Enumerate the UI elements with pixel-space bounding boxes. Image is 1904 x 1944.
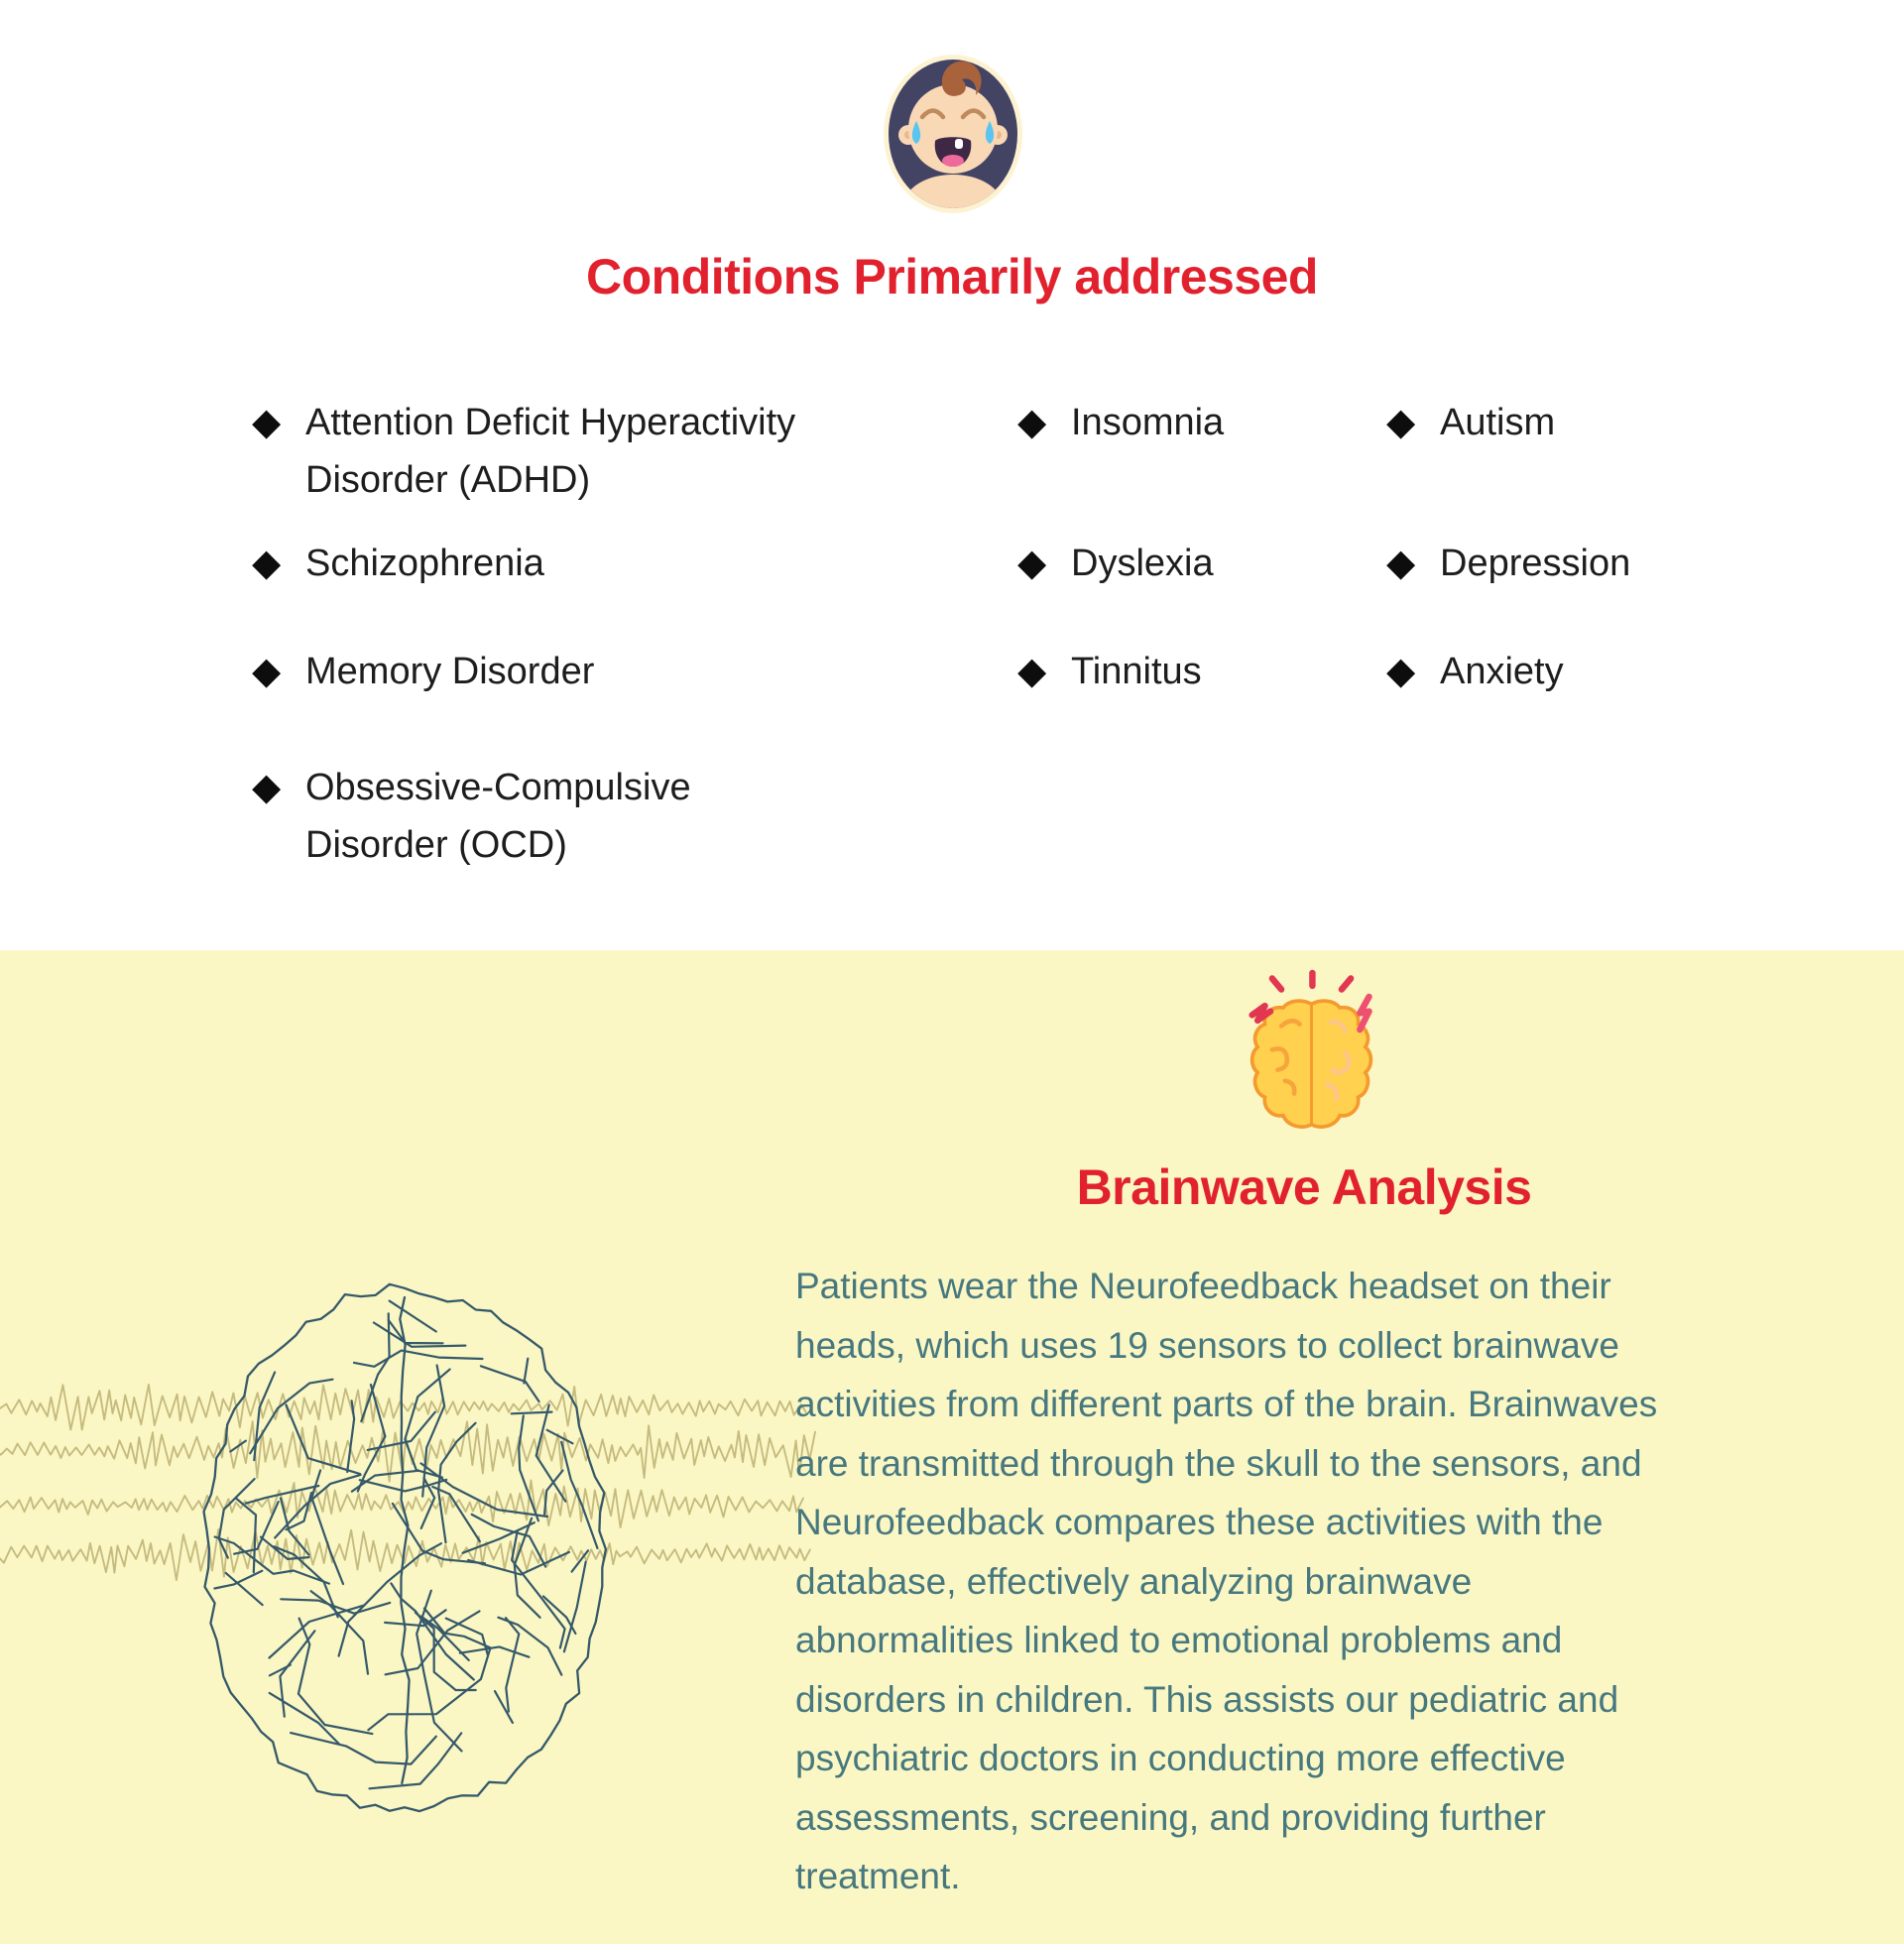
list-item-ocd: [252, 759, 691, 874]
condition-label: [305, 394, 795, 509]
paragraph-line: Neurofeedback compares these activities with the: [795, 1502, 1604, 1542]
list-item-insomnia: [1017, 394, 1224, 451]
diamond-bullet-icon: ◆: [252, 767, 282, 808]
paragraph-line: disorders in children. This assists our pediatric and: [795, 1678, 1619, 1720]
list-item-memory-disorder: [252, 643, 594, 700]
condition-label: Schizophrenia: [305, 543, 544, 584]
list-item-schizophrenia: [252, 535, 544, 592]
paragraph-line: assessments, screening, and providing further: [795, 1796, 1546, 1838]
list-item-dyslexia: [1017, 535, 1214, 592]
diamond-bullet-icon: ◆: [1017, 651, 1047, 692]
list-item-adhd: [252, 394, 795, 509]
crying-baby-icon: [883, 54, 1023, 214]
conditions-section-title: Conditions Primarily addressed: [586, 249, 1318, 304]
brainwave-paragraph: [795, 1257, 1797, 1906]
paragraph-line: database, effectively analyzing brainwave: [795, 1560, 1473, 1602]
diamond-bullet-icon: ◆: [252, 402, 282, 443]
condition-line: Disorder (OCD): [305, 824, 567, 866]
condition-label: [305, 759, 691, 874]
diamond-bullet-icon: ◆: [1017, 402, 1047, 443]
brainwave-section-title: Brainwave Analysis: [1076, 1159, 1532, 1215]
list-item-anxiety: [1386, 643, 1564, 700]
list-item-tinnitus: [1017, 643, 1202, 700]
condition-label: Dyslexia: [1071, 543, 1214, 584]
diamond-bullet-icon: ◆: [1017, 543, 1047, 584]
diamond-bullet-icon: ◆: [1386, 543, 1416, 584]
list-item-autism: [1386, 394, 1555, 451]
paragraph-line: psychiatric doctors in conducting more effective: [795, 1738, 1566, 1778]
condition-label: Anxiety: [1440, 651, 1564, 692]
condition-line: Attention Deficit Hyperactivity: [305, 402, 796, 443]
condition-label: Memory Disorder: [305, 651, 595, 692]
condition-label: Tinnitus: [1071, 651, 1202, 692]
paragraph-line: activities from different parts of the brain. Brainwaves: [795, 1384, 1658, 1424]
diamond-bullet-icon: ◆: [1386, 402, 1416, 443]
glowing-brain-icon: [1225, 967, 1398, 1141]
condition-label: Autism: [1440, 402, 1556, 443]
condition-label: Depression: [1440, 543, 1631, 584]
paragraph-line: abnormalities linked to emotional problems and: [795, 1620, 1563, 1660]
diamond-bullet-icon: ◆: [252, 651, 282, 692]
diamond-bullet-icon: ◆: [252, 543, 282, 584]
condition-line: Disorder (ADHD): [305, 459, 591, 501]
list-item-depression: [1386, 535, 1630, 592]
brain-sketch-with-eeg-waves: [0, 1270, 833, 1904]
paragraph-line: are transmitted through the skull to the sensors, and: [795, 1442, 1642, 1484]
condition-label: Insomnia: [1071, 402, 1225, 443]
diamond-bullet-icon: ◆: [1386, 651, 1416, 692]
condition-line: Obsessive-Compulsive: [305, 767, 691, 808]
paragraph-line: Patients wear the Neurofeedback headset on their: [795, 1266, 1611, 1306]
paragraph-line: heads, which uses 19 sensors to collect brainwave: [795, 1324, 1619, 1366]
paragraph-line: treatment.: [795, 1856, 961, 1896]
